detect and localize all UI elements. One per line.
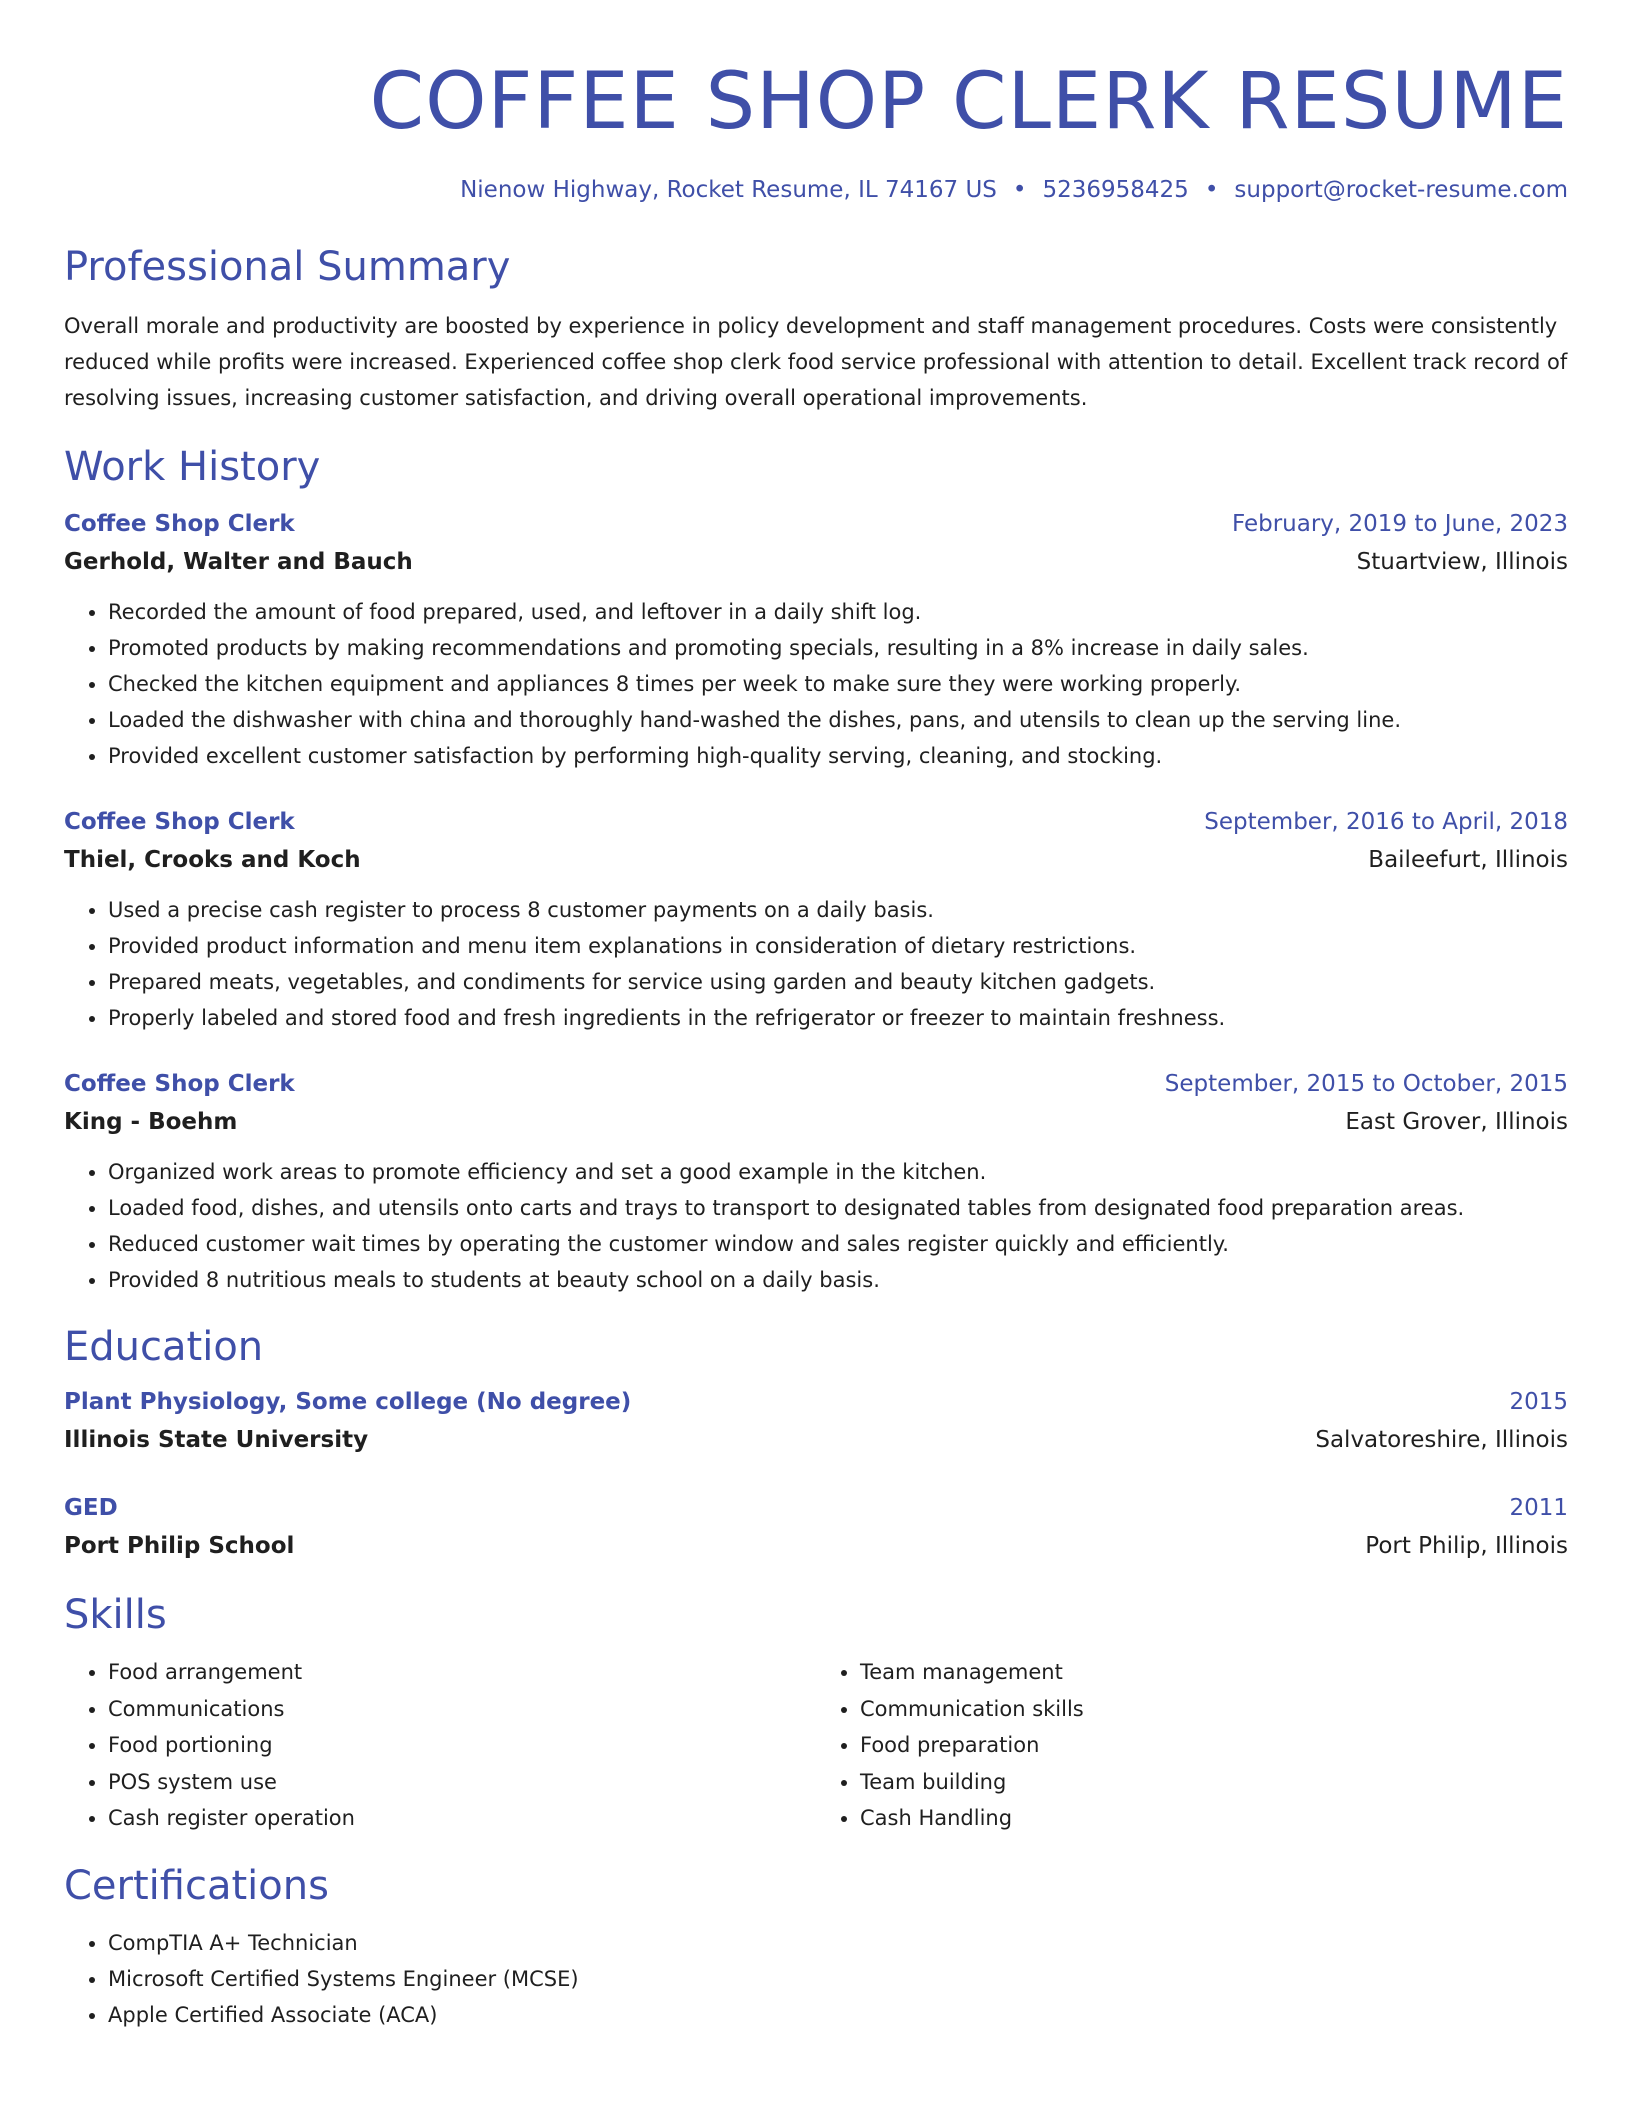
job-bullet: • Loaded the dishwasher with china and thoroughly hand-washed the dishes, pans, and utensils to clean up the serving line.: [108, 702, 1568, 738]
skill-item: • Cash register operation: [108, 1800, 816, 1837]
job-entry: [64, 1066, 1568, 1298]
certification-item: • Microsoft Certified Systems Engineer (MCSE): [108, 1961, 1568, 1997]
job-dates: September, 2016 to April, 2018: [1204, 809, 1568, 835]
skill-item: • Food arrangement: [108, 1654, 816, 1691]
job-location: Baileefurt, Illinois: [1368, 847, 1568, 873]
education-school: Illinois State University: [64, 1427, 369, 1453]
job-company: Thiel, Crooks and Koch: [64, 847, 361, 873]
job-location: East Grover, Illinois: [1345, 1109, 1568, 1135]
education-entry: [64, 1384, 1568, 1460]
contact-line: [64, 174, 1568, 206]
job-bullet: • Used a precise cash register to process 8 customer payments on a daily basis.: [108, 892, 1568, 928]
skills-columns: [64, 1654, 1568, 1837]
job-bullets: [64, 594, 1568, 774]
job-location: Stuartview, Illinois: [1356, 549, 1568, 575]
certification-item: • Apple Certified Associate (ACA): [108, 1997, 1568, 2033]
job-company: Gerhold, Walter and Bauch: [64, 549, 413, 575]
certifications-list: [64, 1925, 1568, 2033]
summary-heading: Professional Summary: [64, 244, 511, 290]
job-bullet: • Organized work areas to promote efficiency and set a good example in the kitchen.: [108, 1154, 1568, 1190]
skill-item: • Team management: [860, 1654, 1568, 1691]
education-entry: [64, 1490, 1568, 1566]
skill-item: • Communications: [108, 1691, 816, 1728]
contact-email[interactable]: support@rocket-resume.com: [1234, 177, 1568, 203]
job-bullet: • Promoted products by making recommendations and promoting specials, resulting in a 8% increase in daily sales.: [108, 630, 1568, 666]
job-title: Coffee Shop Clerk: [64, 511, 295, 537]
contact-phone: 5236958425: [1042, 177, 1189, 203]
education-school: Port Philip School: [64, 1533, 295, 1559]
skill-item: • Food portioning: [108, 1727, 816, 1764]
education-degree: Plant Physiology, Some college (No degree): [64, 1389, 632, 1415]
skills-heading: Skills: [64, 1592, 167, 1638]
certification-item: • CompTIA A+ Technician: [108, 1925, 1568, 1961]
job-company: King - Boehm: [64, 1109, 238, 1135]
education-location: Port Philip, Illinois: [1365, 1533, 1568, 1559]
job-entry: [64, 506, 1568, 774]
job-title: Coffee Shop Clerk: [64, 1071, 295, 1097]
skill-item: • Food preparation: [860, 1727, 1568, 1764]
job-dates: September, 2015 to October, 2015: [1164, 1071, 1568, 1097]
skills-list-left: [64, 1654, 816, 1837]
skills-list-right: [816, 1654, 1568, 1837]
education-heading: Education: [64, 1324, 264, 1370]
job-bullet: • Properly labeled and stored food and fresh ingredients in the refrigerator or freezer to maintain freshness.: [108, 1000, 1568, 1036]
education-location: Salvatoreshire, Illinois: [1315, 1427, 1568, 1453]
education-year: 2015: [1509, 1389, 1568, 1415]
job-bullet: • Provided 8 nutritious meals to students at beauty school on a daily basis.: [108, 1262, 1568, 1298]
job-bullet: • Loaded food, dishes, and utensils onto carts and trays to transport to designated tables from designated food preparation areas.: [108, 1190, 1568, 1226]
work-history-heading: Work History: [64, 444, 321, 490]
job-bullet: • Provided excellent customer satisfaction by performing high-quality serving, cleaning, and stocking.: [108, 738, 1568, 774]
education-year: 2011: [1509, 1495, 1568, 1521]
skill-item: • Cash Handling: [860, 1800, 1568, 1837]
job-bullets: [64, 1154, 1568, 1298]
contact-separator: •: [1012, 177, 1027, 203]
resume-title: COFFEE SHOP CLERK RESUME: [369, 57, 1568, 147]
job-bullets: [64, 892, 1568, 1036]
job-bullet: • Provided product information and menu item explanations in consideration of dietary restrictions.: [108, 928, 1568, 964]
job-dates: February, 2019 to June, 2023: [1231, 511, 1568, 537]
skill-item: • Team building: [860, 1764, 1568, 1801]
job-bullet: • Recorded the amount of food prepared, used, and leftover in a daily shift log.: [108, 594, 1568, 630]
job-entry: [64, 804, 1568, 1036]
job-bullet: • Reduced customer wait times by operating the customer window and sales register quickly and efficiently.: [108, 1226, 1568, 1262]
contact-separator: •: [1204, 177, 1219, 203]
contact-address: Nienow Highway, Rocket Resume, IL 74167 US: [460, 177, 997, 203]
job-bullet: • Checked the kitchen equipment and appliances 8 times per week to make sure they were working properly.: [108, 666, 1568, 702]
certifications-heading: Certifications: [64, 1862, 329, 1909]
resume-page: [64, 0, 1568, 2033]
job-bullet: • Prepared meats, vegetables, and condiments for service using garden and beauty kitchen gadgets.: [108, 964, 1568, 1000]
skill-item: • POS system use: [108, 1764, 816, 1801]
skill-item: • Communication skills: [860, 1691, 1568, 1728]
education-degree: GED: [64, 1495, 118, 1521]
summary-text: Overall morale and productivity are boosted by experience in policy development and staff management procedures. Costs were consistently reduced while profits were increased. Experienced coffee shop clerk food service professional with attention to detail. Excellent track record of resolving issues, increasing customer satisfaction, and driving overall operational improvements.: [64, 314, 1568, 410]
job-title: Coffee Shop Clerk: [64, 809, 295, 835]
